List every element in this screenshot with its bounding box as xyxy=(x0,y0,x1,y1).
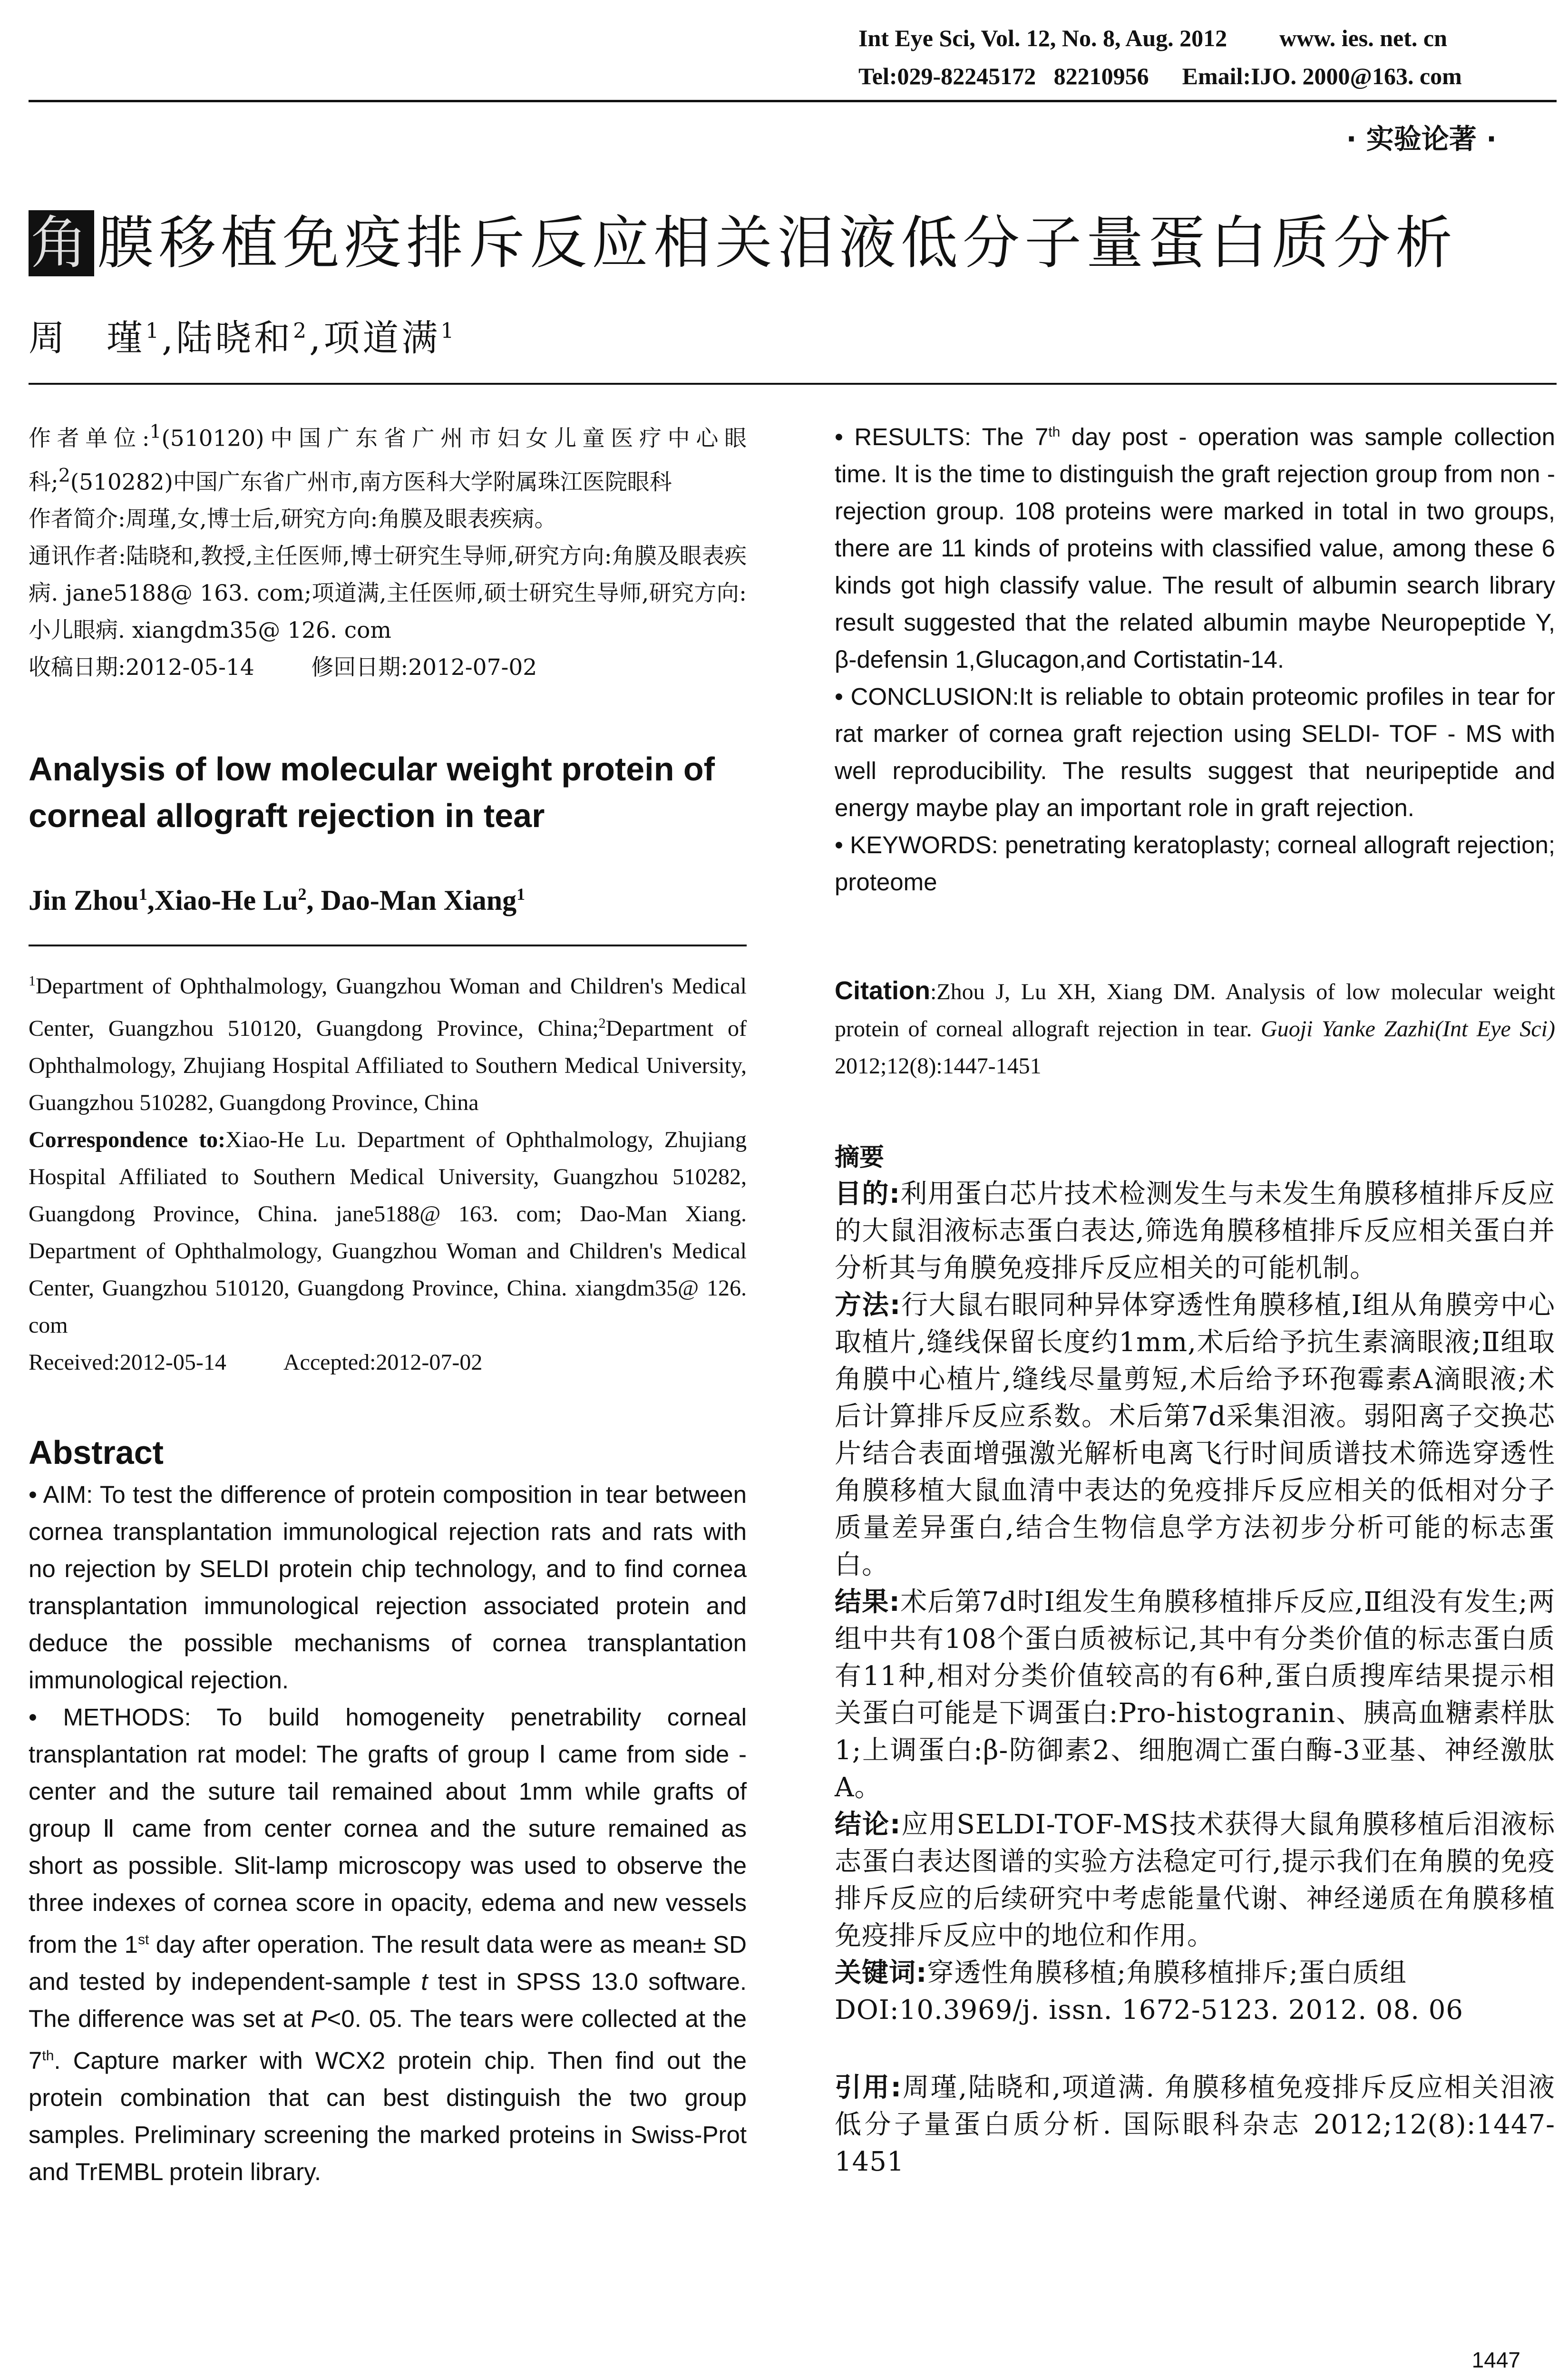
correspondence-text: Xiao-He Lu. Department of Ophthalmology, Zhujiang Hospital Affiliated to Southern Medical University, Guangzhou 510282, Guangdong Province, China. jane5188@ 163. com; Dao-Man Xiang. Department of Ophthalmology, Guangzhou Woman and Children's Medical Center, Guangzhou 510120, Guangdong Province, China. xiangdm35@ 126. com xyxy=(29,1127,747,1338)
journal-tel2: 82210956 xyxy=(1053,63,1149,89)
cn-result-label: 结果: xyxy=(835,1587,900,1617)
section-tag: · 实验论著 · xyxy=(1346,123,1497,155)
results-part-a: • RESULTS: The 7 xyxy=(835,423,1049,450)
author-cn-2-sup: 2 xyxy=(293,319,310,343)
authors-cn xyxy=(29,309,457,361)
cn-citation-text: 周瑾,陆晓和,项道满. 角膜移植免疫排斥反应相关泪液低分子量蛋白质分析. 国际眼科杂志 2012;12(8):1447-1451 xyxy=(835,2072,1555,2177)
results-sup: th xyxy=(1048,424,1061,440)
author-cn-1: 周 瑾 xyxy=(29,317,146,359)
abstract-results xyxy=(835,414,1555,678)
title-first-char: 角 xyxy=(29,210,94,276)
header-rule xyxy=(29,100,1557,102)
author-cn-2: ,陆晓和 xyxy=(162,317,293,359)
unit-sup-1: 1 xyxy=(149,421,162,443)
abstract-heading: Abstract xyxy=(29,1434,164,1471)
cn-keywords-text: 穿透性角膜移植;角膜移植排斥;蛋白质组 xyxy=(927,1958,1407,1988)
correspondence-label: Correspondence to: xyxy=(29,1127,226,1153)
citation-text-a: :Zhou J, Lu XH, Xiang DM. Analysis of low molecular weight protein of corneal allograft rejection in tear. xyxy=(835,979,1555,1042)
cn-aim-label: 目的: xyxy=(835,1179,901,1209)
author-en-2: ,Xiao-He Lu xyxy=(147,885,298,916)
aff-sup-2: 2 xyxy=(598,1015,606,1032)
cn-result-text: 术后第7d时Ⅰ组发生角膜移植排斥反应,Ⅱ组没有发生;两组中共有108个蛋白质被标记,其中有分类价值的标志蛋白质有11种,相对分类价值较高的有6种,蛋白质搜库结果提示相关蛋白可能是下调蛋白:Pro-histogranin、胰高血糖素样肽1;上调蛋白:β-防御素2、细胞凋亡蛋白酶-3亚基、神经激肽A。 xyxy=(835,1587,1555,1803)
aff-sup-1: 1 xyxy=(29,973,36,989)
author-en-1-sup: 1 xyxy=(138,885,147,904)
cn-citation-label: 引用: xyxy=(835,2072,902,2103)
authors-en xyxy=(29,884,747,917)
received-date-en: Received:2012-05-14 xyxy=(29,1350,226,1375)
methods-part-a: • METHODS: To build homogeneity penetrability corneal transplantation rat model: The grafts of group Ⅰ came from side - center and the suture tail remained about 1mm while grafts of group Ⅱ came from center cornea and the suture remained as short as possible. Slit-lamp microscopy was used to observe the three indexes of cornea score in opacity, edema and new vessels from the 1 xyxy=(29,1704,747,1958)
methods-t: t xyxy=(421,1968,428,1996)
paper-title-en: Analysis of low molecular weight protein of corneal allograft rejection in tear xyxy=(29,750,715,835)
cn-abstract-method xyxy=(835,1287,1555,1584)
methods-part-b: day after operation. The result data were as mean± SD and tested by independent-sample xyxy=(29,1931,747,1996)
affiliation-2: Department of Ophthalmology, Zhujiang Hospital Affiliated to Southern Medical University, Guangzhou 510282, Guangdong Province, China xyxy=(29,1016,747,1116)
cn-method-text: 行大鼠右眼同种异体穿透性角膜移植,Ⅰ组从角膜旁中心取植片,缝线保留长度约1mm,术后给予抗生素滴眼液;Ⅱ组取角膜中心植片,缝线尽量剪短,术后给予环孢霉素A滴眼液;术后计算排斥反应系数。术后第7d采集泪液。弱阳离子交换芯片结合表面增强激光解析电离飞行时间质谱技术筛选穿透性角膜移植大鼠血清中表达的免疫排斥反应相关的低相对分子质量差异蛋白,结合生物信息学方法初步分析可能的标志蛋白。 xyxy=(835,1290,1556,1580)
unit-1: (510120)中国广东省广州市妇女儿童医疗中心眼科; xyxy=(29,425,747,496)
author-cn-3: ,项道满 xyxy=(309,317,441,359)
citation-text-b: 2012;12(8):1447-1451 xyxy=(835,1053,1042,1079)
corresponding-author-cn: 通讯作者:陆晓和,教授,主任医师,博士研究生导师,研究方向:角膜及眼表疾病. jane5188@ 163. com;项道满,主任医师,硕士研究生导师,研究方向:小儿眼病. xiangdm35@ 126. com xyxy=(29,543,747,644)
abstract-keywords: • KEYWORDS: penetrating keratoplasty; corneal allograft rejection; proteome xyxy=(835,831,1555,896)
journal-header-line2 xyxy=(858,59,1462,93)
author-cn-1-sup: 1 xyxy=(146,319,162,343)
methods-sup-1: st xyxy=(138,1932,149,1948)
cn-abstract-conclusion xyxy=(835,1806,1555,1955)
results-part-b: day post - operation was sample collection time. It is the time to distinguish the graft rejection group from non - rejection group. 108 proteins were marked in total in two groups, there are 11 kinds of proteins with classified value, among these 6 kinds got high classify value. The result of albumin search library result suggested that the related albumin maybe Neuropeptide Y, β-defensin 1,Glucagon,and Cortistatin-14. xyxy=(835,423,1555,673)
abstract-aim: • AIM: To test the difference of protein composition in tear between cornea transplantation immunological rejection rats and rats with no rejection by SELDI protein chip technology, and to find cornea transplantation immunological rejection associated protein and deduce the possible mechanisms of cornea transplantation immunological rejection. xyxy=(29,1481,747,1694)
author-en-2-sup: 2 xyxy=(298,885,307,904)
cn-abstract-heading: 摘要 xyxy=(835,1143,885,1172)
journal-website: www. ies. net. cn xyxy=(1279,25,1447,51)
affiliation-1: Department of Ophthalmology, Guangzhou Woman and Children's Medical Center, Guangzhou 510120, Guangdong Province, China; xyxy=(29,974,747,1042)
dates-en xyxy=(29,1344,747,1381)
author-cn-3-sup: 1 xyxy=(440,319,457,343)
title-rest: 膜移植免疫排斥反应相关泪液低分子量蛋白质分析 xyxy=(97,210,1457,276)
correspondence xyxy=(29,1121,747,1344)
methods-part-c: test in SPSS 13.0 software. The difference was set at xyxy=(29,1968,747,2033)
abstract-conclusion: • CONCLUSION:It is reliable to obtain proteomic profiles in tear for rat marker of cornea graft rejection using SELDI- TOF - MS with well reproducibility. The results suggest that neuripeptide and energy maybe play an important role in graft rejection. xyxy=(835,683,1555,821)
cn-method-label: 方法: xyxy=(835,1290,901,1321)
page-number: 1447 xyxy=(1471,2348,1520,2372)
dates-cn xyxy=(29,649,747,686)
cn-citation xyxy=(835,2069,1555,2181)
accepted-date-en: Accepted:2012-07-02 xyxy=(283,1350,483,1375)
cn-keywords-label: 关键词: xyxy=(835,1958,927,1988)
methods-part-d: <0. 05. The tears were collected at the 7 xyxy=(29,2005,747,2075)
cn-conclusion-label: 结论: xyxy=(835,1809,901,1840)
cn-abstract-keywords xyxy=(835,1955,1555,1992)
paper-title-cn xyxy=(29,197,1457,279)
citation-journal: Guoji Yanke Zazhi(Int Eye Sci) xyxy=(1261,1016,1555,1042)
methods-part-e: . Capture marker with WCX2 protein chip. Then find out the protein combination that can best distinguish the two group samples. Preliminary screening the marked proteins in Swiss-Prot and TrEMBL protein library. xyxy=(29,2047,747,2186)
author-en-3: , Dao-Man Xiang xyxy=(306,885,517,916)
affiliations xyxy=(29,963,747,1121)
right-column xyxy=(835,414,1555,2181)
cn-abstract-aim xyxy=(835,1176,1555,1287)
left-column xyxy=(29,414,747,2191)
author-en-3-sup: 1 xyxy=(516,885,526,904)
unit-label: 作者单位: xyxy=(29,425,150,452)
unit-2: (510282)中国广东省广州市,南方医科大学附属珠江医院眼科 xyxy=(70,469,672,496)
affiliation-rule xyxy=(29,945,747,946)
author-bio: 作者简介:周瑾,女,博士后,研究方向:角膜及眼表疾病。 xyxy=(29,506,557,533)
author-unit xyxy=(29,414,747,501)
methods-p: P xyxy=(311,2005,327,2033)
doi: DOI:10.3969/j. issn. 1672-5123. 2012. 08. 06 xyxy=(835,1995,1464,2026)
abstract-methods xyxy=(29,1699,747,2191)
journal-tel: Tel:029-82245172 xyxy=(858,63,1036,89)
citation-label: Citation xyxy=(835,976,930,1005)
journal-header-line1 xyxy=(858,21,1447,55)
received-date-cn: 收稿日期:2012-05-14 xyxy=(29,654,254,681)
cn-aim-text: 利用蛋白芯片技术检测发生与未发生角膜移植排斥反应的大鼠泪液标志蛋白表达,筛选角膜移植排斥反应相关蛋白并分析其与角膜免疫排斥反应相关的可能机制。 xyxy=(835,1179,1555,1284)
unit-sup-2: 2 xyxy=(58,465,70,487)
journal-citation: Int Eye Sci, Vol. 12, No. 8, Aug. 2012 xyxy=(858,25,1227,51)
cn-abstract-result xyxy=(835,1584,1555,1806)
citation-en xyxy=(835,972,1555,1085)
methods-sup-2: th xyxy=(42,2048,54,2064)
cn-conclusion-text: 应用SELDI-TOF-MS技术获得大鼠角膜移植后泪液标志蛋白表达图谱的实验方法稳定可行,提示我们在角膜的免疫排斥反应的后续研究中考虑能量代谢、神经递质在角膜移植免疫排斥反应中的地位和作用。 xyxy=(835,1809,1555,1951)
journal-email: Email:IJO. 2000@163. com xyxy=(1182,63,1462,89)
author-en-1: Jin Zhou xyxy=(29,885,139,916)
authors-rule xyxy=(29,383,1557,385)
revised-date-cn: 修回日期:2012-07-02 xyxy=(311,654,537,681)
